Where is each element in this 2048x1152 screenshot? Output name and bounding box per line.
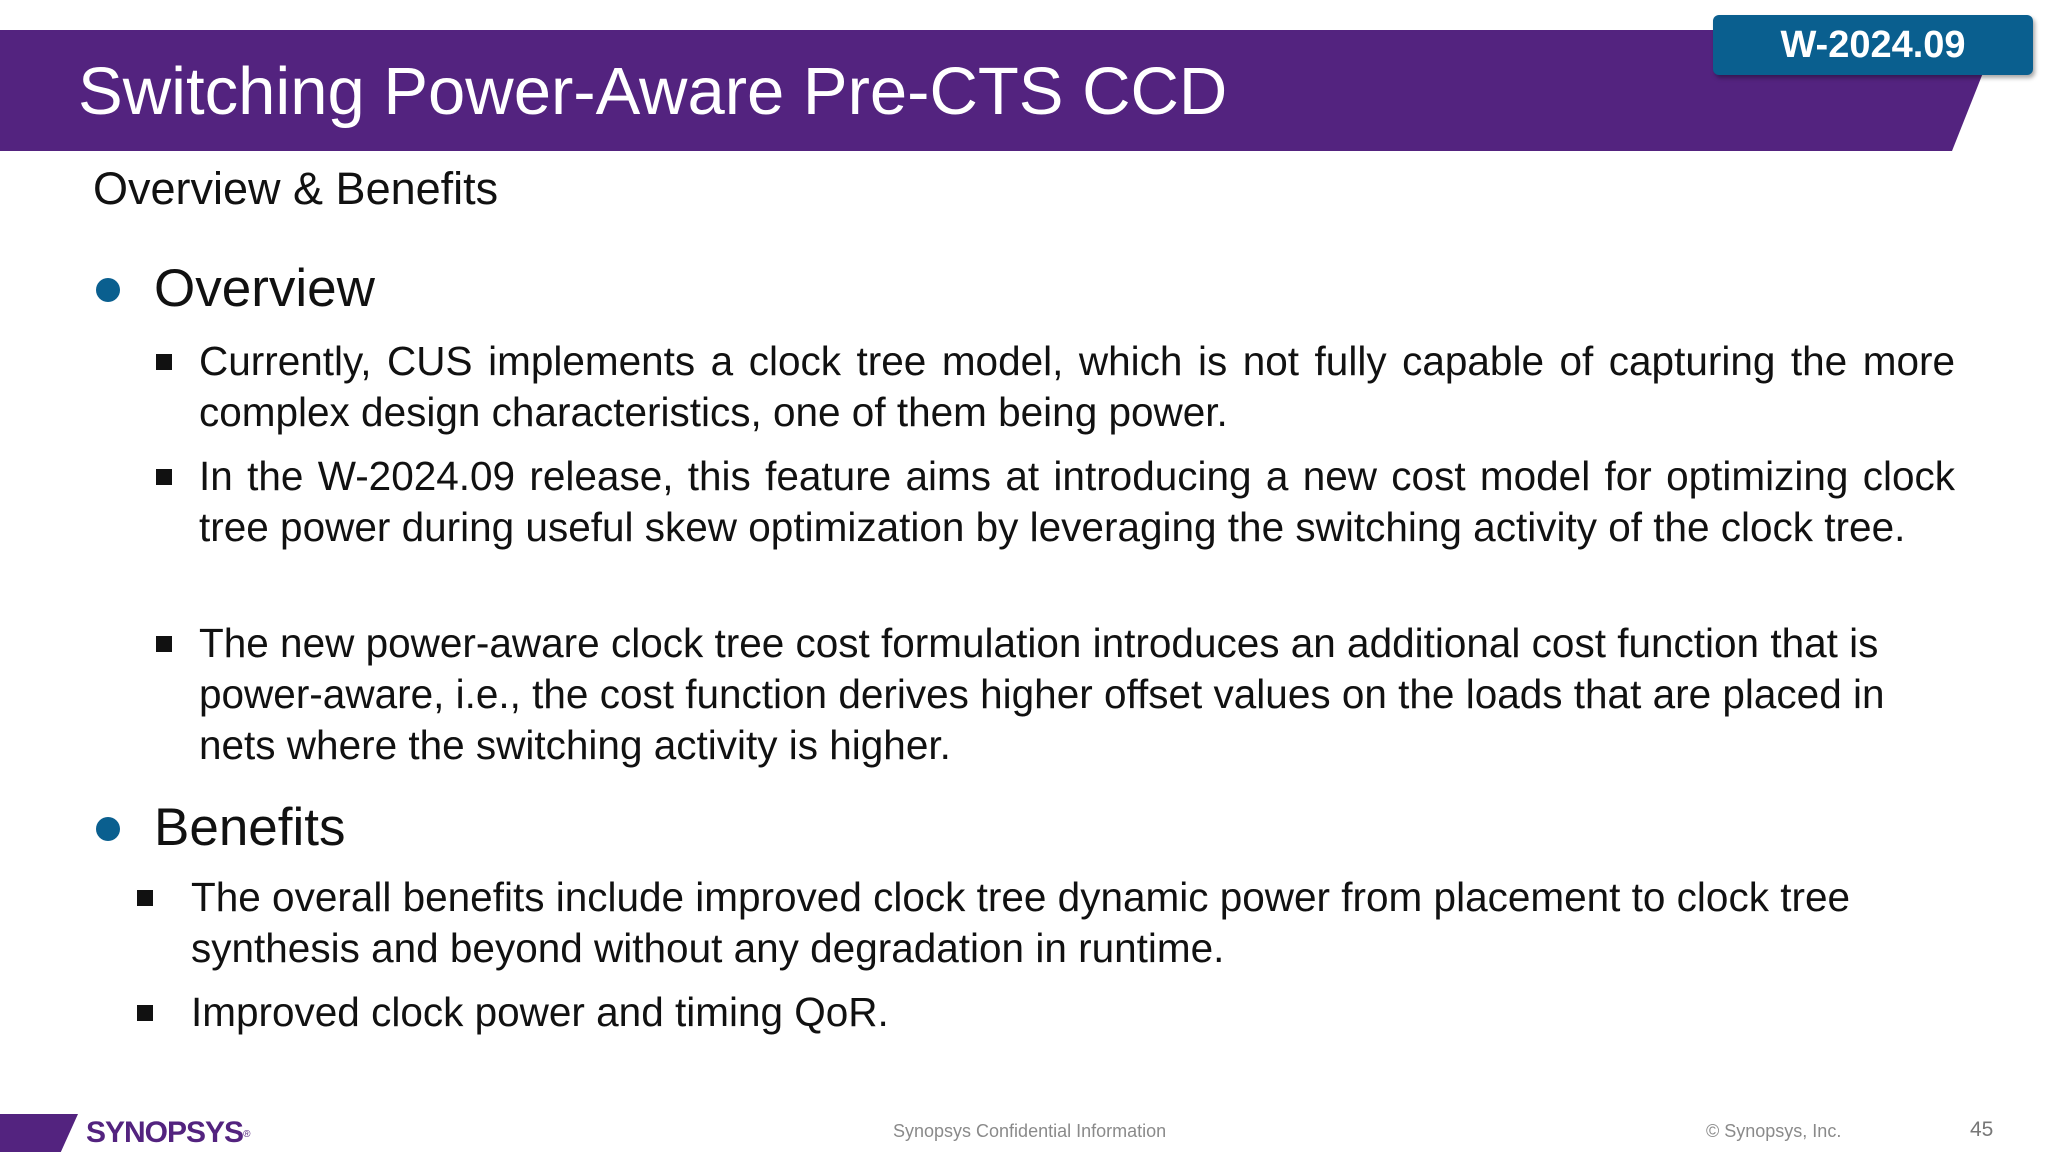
square-bullet xyxy=(137,1005,153,1021)
version-badge: W-2024.09 xyxy=(1713,15,2033,75)
square-bullet xyxy=(156,354,172,370)
benefits-item: Improved clock power and timing QoR. xyxy=(191,989,889,1035)
square-bullet xyxy=(137,890,153,906)
synopsys-logo xyxy=(86,1115,249,1151)
overview-item: Currently, CUS implements a clock tree model, which is not fully capable of capturing the more complex design characteristics, one of them being power. xyxy=(199,338,1955,435)
copyright-notice: © Synopsys, Inc. xyxy=(1706,1121,1842,1141)
page-number: 45 xyxy=(1970,1118,1994,1141)
section-heading-benefits: Benefits xyxy=(154,798,346,857)
bullet-dot-benefits xyxy=(96,817,120,841)
section-heading-overview: Overview xyxy=(154,259,375,318)
slide-subtitle: Overview & Benefits xyxy=(93,163,499,214)
overview-item: The new power-aware clock tree cost formulation introduces an additional cost function that is power-aware, i.e., the cost function derives higher offset values on the loads that are placed in nets where the switching activity is higher. xyxy=(199,620,1885,768)
logo-text: SYNOPSYS xyxy=(86,1116,244,1149)
benefits-item: The overall benefits include improved clock tree dynamic power from placement to clock tree synthesis and beyond without any degradation in runtime. xyxy=(191,874,1850,971)
footer-band xyxy=(0,1114,78,1152)
logo-mark: ® xyxy=(243,1129,250,1140)
confidential-notice: Synopsys Confidential Information xyxy=(893,1121,1167,1141)
slide-title: Switching Power-Aware Pre-CTS CCD xyxy=(78,54,1228,129)
square-bullet xyxy=(156,469,172,485)
bullet-dot-overview xyxy=(96,278,120,302)
overview-item: In the W-2024.09 release, this feature aims at introducing a new cost model for optimizing clock tree power during useful skew optimization by leveraging the switching activity of the clock tree. xyxy=(199,453,1955,550)
square-bullet xyxy=(156,636,172,652)
